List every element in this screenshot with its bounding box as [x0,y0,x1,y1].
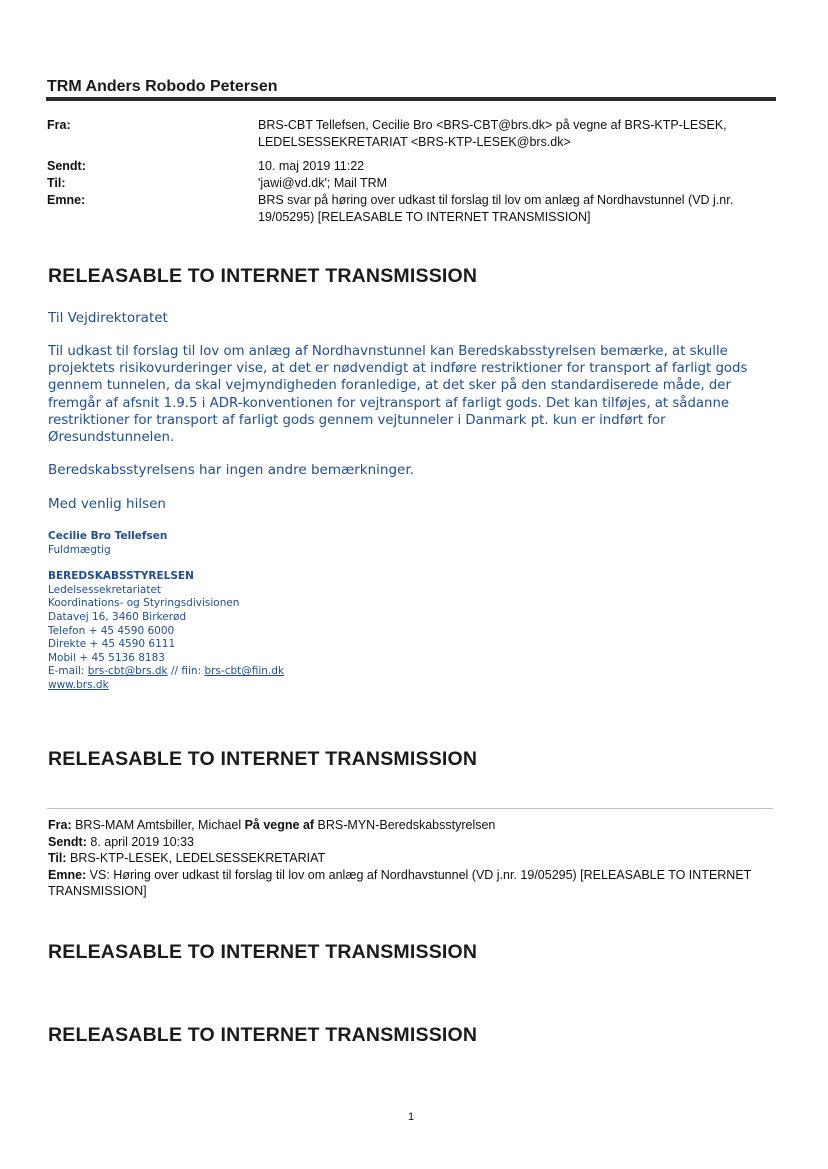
forwarded-from-value: BRS-MAM Amtsbiller, Michael [71,818,245,832]
release-banner: RELEASABLE TO INTERNET TRANSMISSION [48,941,478,963]
from-value: BRS-CBT Tellefsen, Cecilie Bro <BRS-CBT@brs.dk> på vegne af BRS-KTP-LESEK, LEDELSESSEKRETARIAT <BRS-KTP-LESEK@brs.dk> [258,118,727,149]
body-paragraph: Til udkast til forslag til lov om anlæg af Nordhavnstunnel kan Beredskabsstyrelsen bemærke, at skulle projektets risikovurderinger vise, at det er nødvendigt at indføre restriktioner for transport af farligt gods gennem tunnelen, da skal vejmyndigheden foranledige, at det sker på den standardiserede måde, der fremgår af afsnit 1.9.5 i ADR-konventionen for vejtransport af farligt gods. Det kan tilføjes, at sådanne restriktioner for transport af farligt gods gennem vejtunneler i Danmark pt. kun er indført for Øresundstunnelen. [48,344,748,446]
forwarded-on-behalf-label: På vegne af [244,818,315,832]
fiin-email-link[interactable]: brs-cbt@fiin.dk [204,665,285,678]
email-prefix: E-mail: [48,665,88,678]
forwarded-sent-value: 8. april 2019 10:33 [86,834,194,849]
forwarded-sent-label: Sendt: [48,834,87,849]
closing: Med venlig hilsen [48,496,166,512]
sent-value: 10. maj 2019 11:22 [258,159,365,173]
body-paragraph-2: Beredskabsstyrelsens har ingen andre bemærkninger. [48,462,414,478]
signature-org: BEREDSKABSSTYRELSEN [48,570,194,583]
header-from-row [47,117,777,151]
signature-mobile: Mobil + 45 5136 8183 [48,651,165,664]
signature-division: Koordinations- og Styringsdivisionen [48,597,240,610]
forwarded-header [48,817,774,900]
header-sent-row [47,158,777,175]
email-header [47,117,777,226]
forwarded-sent-line [48,834,774,851]
from-label: Fra: [47,118,71,132]
forwarded-subject-line [48,867,774,900]
document-owner-name: TRM Anders Robodo Petersen [47,78,278,95]
signature-email-line [48,665,448,679]
email-separator: // fiin: [167,665,205,678]
signature-dept: Ledelsessekretariatet [48,583,162,596]
release-banner: RELEASABLE TO INTERNET TRANSMISSION [48,1024,478,1046]
to-label: Til: [47,176,66,190]
forwarded-to-label: Til: [48,851,67,865]
signature-block [48,530,448,693]
forwarded-from-line [48,817,774,834]
signature-address: Datavej 16, 3460 Birkerød [48,610,187,623]
greeting: Til Vejdirektoratet [48,310,168,326]
release-banner: RELEASABLE TO INTERNET TRANSMISSION [48,265,478,287]
signature-title: Fuldmægtig [48,543,111,556]
subject-label: Emne: [47,193,86,207]
header-rule [46,97,776,101]
page-number: 1 [408,1111,415,1123]
sent-label: Sendt: [47,159,86,173]
forwarded-to-line [48,850,774,867]
signature-phone: Telefon + 45 4590 6000 [48,624,175,637]
forwarded-subject-value: VS: Høring over udkast til forslag til lov om anlæg af Nordhavstunnel (VD j.nr. 19/05295) [RELEASABLE TO INTERNET TRANSMISSION] [48,867,752,898]
forwarded-to-value: BRS-KTP-LESEK, LEDELSESSEKRETARIAT [66,851,326,865]
subject-value: BRS svar på høring over udkast til forslag til lov om anlæg af Nordhavstunnel (VD j.nr. 19/05295) [RELEASABLE TO INTERNET TRANSMISSION] [258,193,734,224]
forwarded-subject-label: Emne: [48,867,87,882]
forward-separator [47,808,773,809]
signature-direct: Direkte + 45 4590 6111 [48,638,176,651]
signature-name: Cecilie Bro Tellefsen [48,530,168,542]
to-value: 'jawi@vd.dk'; Mail TRM [258,176,388,190]
header-to-row [47,175,777,192]
forwarded-on-behalf-value: BRS-MYN-Beredskabsstyrelsen [314,818,496,832]
header-subject-row [47,192,777,226]
forwarded-from-label: Fra: [48,818,72,832]
website-link[interactable]: www.brs.dk [48,678,109,691]
release-banner: RELEASABLE TO INTERNET TRANSMISSION [48,748,478,770]
email-link[interactable]: brs-cbt@brs.dk [87,665,168,678]
